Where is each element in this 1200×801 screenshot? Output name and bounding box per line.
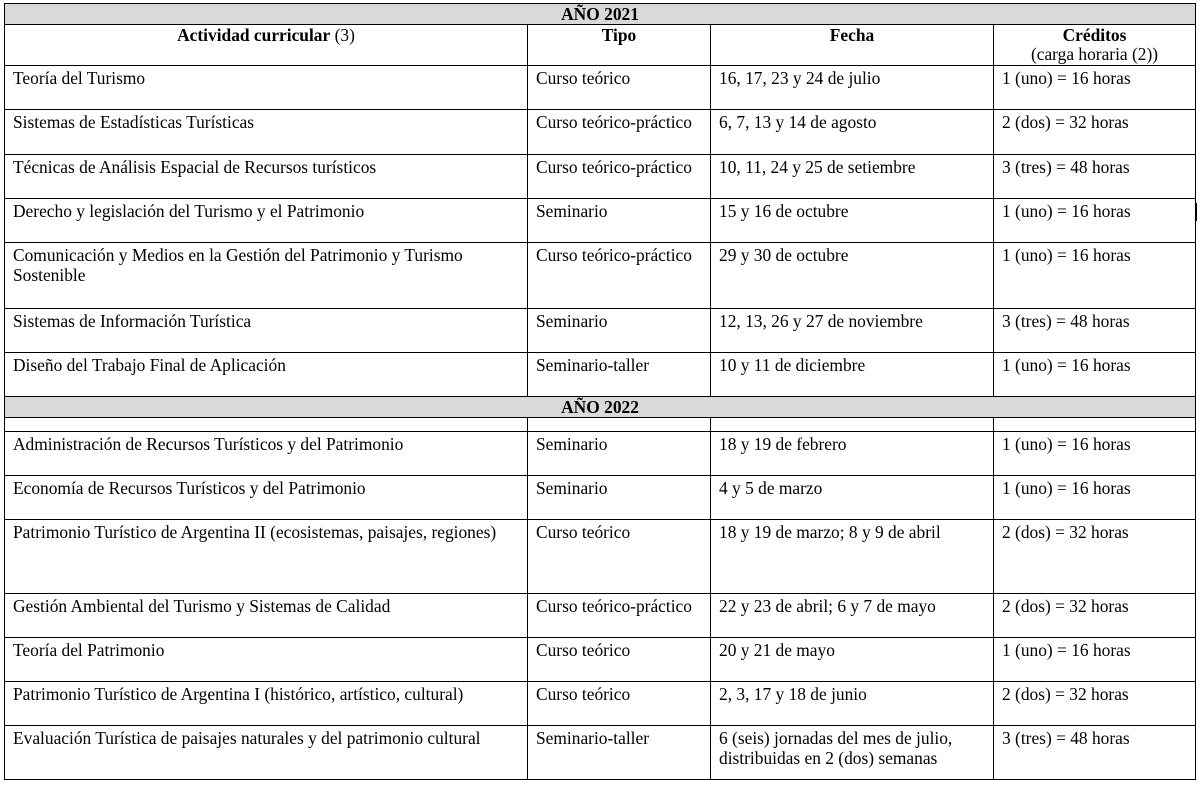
date-cell: 6, 7, 13 y 14 de agosto xyxy=(711,110,994,155)
header-row xyxy=(5,25,1196,66)
header-activity-label: Actividad curricular xyxy=(177,25,331,45)
credits-cell: 1 (uno) = 16 horas xyxy=(994,432,1196,476)
credits-cell: 3 (tres) = 48 horas xyxy=(994,726,1196,780)
type-cell: Seminario-taller xyxy=(528,726,711,780)
table-row xyxy=(5,110,1196,155)
curriculum-schedule-table xyxy=(4,3,1196,780)
table-body xyxy=(5,4,1196,780)
date-cell: 10 y 11 de diciembre xyxy=(711,353,994,397)
table-row xyxy=(5,155,1196,199)
type-cell: Curso teórico xyxy=(528,66,711,110)
credits-cell: 1 (uno) = 16 horas xyxy=(994,638,1196,682)
date-cell: 15 y 16 de octubre xyxy=(711,199,994,243)
table-row xyxy=(5,199,1196,243)
spacer-cell xyxy=(528,418,711,432)
activity-cell: Técnicas de Análisis Espacial de Recursos turísticos xyxy=(5,155,528,199)
table-row xyxy=(5,432,1196,476)
activity-cell: Economía de Recursos Turísticos y del Patrimonio xyxy=(5,476,528,520)
year-label: AÑO 2021 xyxy=(5,4,1196,25)
type-cell: Seminario xyxy=(528,309,711,353)
credits-cell: 1 (uno) = 16 horas xyxy=(994,199,1196,243)
date-cell: 18 y 19 de marzo; 8 y 9 de abril xyxy=(711,520,994,594)
table-row xyxy=(5,726,1196,780)
date-cell: 2, 3, 17 y 18 de junio xyxy=(711,682,994,726)
activity-cell: Evaluación Turística de paisajes naturales y del patrimonio cultural xyxy=(5,726,528,780)
table-row xyxy=(5,638,1196,682)
date-cell: 22 y 23 de abril; 6 y 7 de mayo xyxy=(711,594,994,638)
type-cell: Curso teórico-práctico xyxy=(528,155,711,199)
type-cell: Curso teórico xyxy=(528,682,711,726)
year-row-2021 xyxy=(5,4,1196,25)
margin-mark xyxy=(1196,203,1197,221)
spacer-cell xyxy=(5,418,528,432)
date-cell: 20 y 21 de mayo xyxy=(711,638,994,682)
date-cell: 12, 13, 26 y 27 de noviembre xyxy=(711,309,994,353)
credits-cell: 3 (tres) = 48 horas xyxy=(994,309,1196,353)
table-row xyxy=(5,594,1196,638)
spacer-cell xyxy=(994,418,1196,432)
date-cell: 29 y 30 de octubre xyxy=(711,243,994,309)
date-cell: 16, 17, 23 y 24 de julio xyxy=(711,66,994,110)
activity-cell: Comunicación y Medios en la Gestión del Patrimonio y Turismo Sostenible xyxy=(5,243,528,309)
header-credits-label: Créditos xyxy=(1062,25,1127,45)
activity-cell: Patrimonio Turístico de Argentina I (histórico, artístico, cultural) xyxy=(5,682,528,726)
credits-cell: 2 (dos) = 32 horas xyxy=(994,594,1196,638)
credits-cell: 3 (tres) = 48 horas xyxy=(994,155,1196,199)
activity-cell: Gestión Ambiental del Turismo y Sistemas de Calidad xyxy=(5,594,528,638)
spacer-cell xyxy=(711,418,994,432)
header-activity-note: (3) xyxy=(330,25,355,45)
type-cell: Seminario xyxy=(528,476,711,520)
table-row xyxy=(5,309,1196,353)
activity-cell: Administración de Recursos Turísticos y del Patrimonio xyxy=(5,432,528,476)
activity-cell: Derecho y legislación del Turismo y el Patrimonio xyxy=(5,199,528,243)
credits-cell: 2 (dos) = 32 horas xyxy=(994,682,1196,726)
activity-cell: Teoría del Turismo xyxy=(5,66,528,110)
activity-cell: Teoría del Patrimonio xyxy=(5,638,528,682)
table-row xyxy=(5,353,1196,397)
date-cell: 10, 11, 24 y 25 de setiembre xyxy=(711,155,994,199)
type-cell: Curso teórico-práctico xyxy=(528,243,711,309)
year-label: AÑO 2022 xyxy=(5,397,1196,418)
header-type: Tipo xyxy=(528,25,711,66)
type-cell: Curso teórico-práctico xyxy=(528,110,711,155)
credits-cell: 2 (dos) = 32 horas xyxy=(994,520,1196,594)
table-row xyxy=(5,243,1196,309)
credits-cell: 1 (uno) = 16 horas xyxy=(994,243,1196,309)
date-cell: 18 y 19 de febrero xyxy=(711,432,994,476)
type-cell: Curso teórico-práctico xyxy=(528,594,711,638)
type-cell: Seminario-taller xyxy=(528,353,711,397)
credits-cell: 2 (dos) = 32 horas xyxy=(994,110,1196,155)
activity-cell: Patrimonio Turístico de Argentina II (ecosistemas, paisajes, regiones) xyxy=(5,520,528,594)
header-activity xyxy=(5,25,528,66)
activity-cell: Diseño del Trabajo Final de Aplicación xyxy=(5,353,528,397)
type-cell: Seminario xyxy=(528,432,711,476)
date-cell: 4 y 5 de marzo xyxy=(711,476,994,520)
year-row-2022 xyxy=(5,397,1196,418)
header-credits xyxy=(994,25,1196,66)
header-date: Fecha xyxy=(711,25,994,66)
credits-cell: 1 (uno) = 16 horas xyxy=(994,353,1196,397)
year-spacer-row xyxy=(5,418,1196,432)
type-cell: Curso teórico xyxy=(528,638,711,682)
date-cell: 6 (seis) jornadas del mes de julio, distribuidas en 2 (dos) semanas xyxy=(711,726,994,780)
activity-cell: Sistemas de Información Turística xyxy=(5,309,528,353)
table-row xyxy=(5,682,1196,726)
activity-cell: Sistemas de Estadísticas Turísticas xyxy=(5,110,528,155)
header-credits-sub: (carga horaria (2)) xyxy=(1030,44,1159,64)
type-cell: Seminario xyxy=(528,199,711,243)
type-cell: Curso teórico xyxy=(528,520,711,594)
credits-cell: 1 (uno) = 16 horas xyxy=(994,476,1196,520)
credits-cell: 1 (uno) = 16 horas xyxy=(994,66,1196,110)
table-row xyxy=(5,66,1196,110)
table-row xyxy=(5,520,1196,594)
table-row xyxy=(5,476,1196,520)
